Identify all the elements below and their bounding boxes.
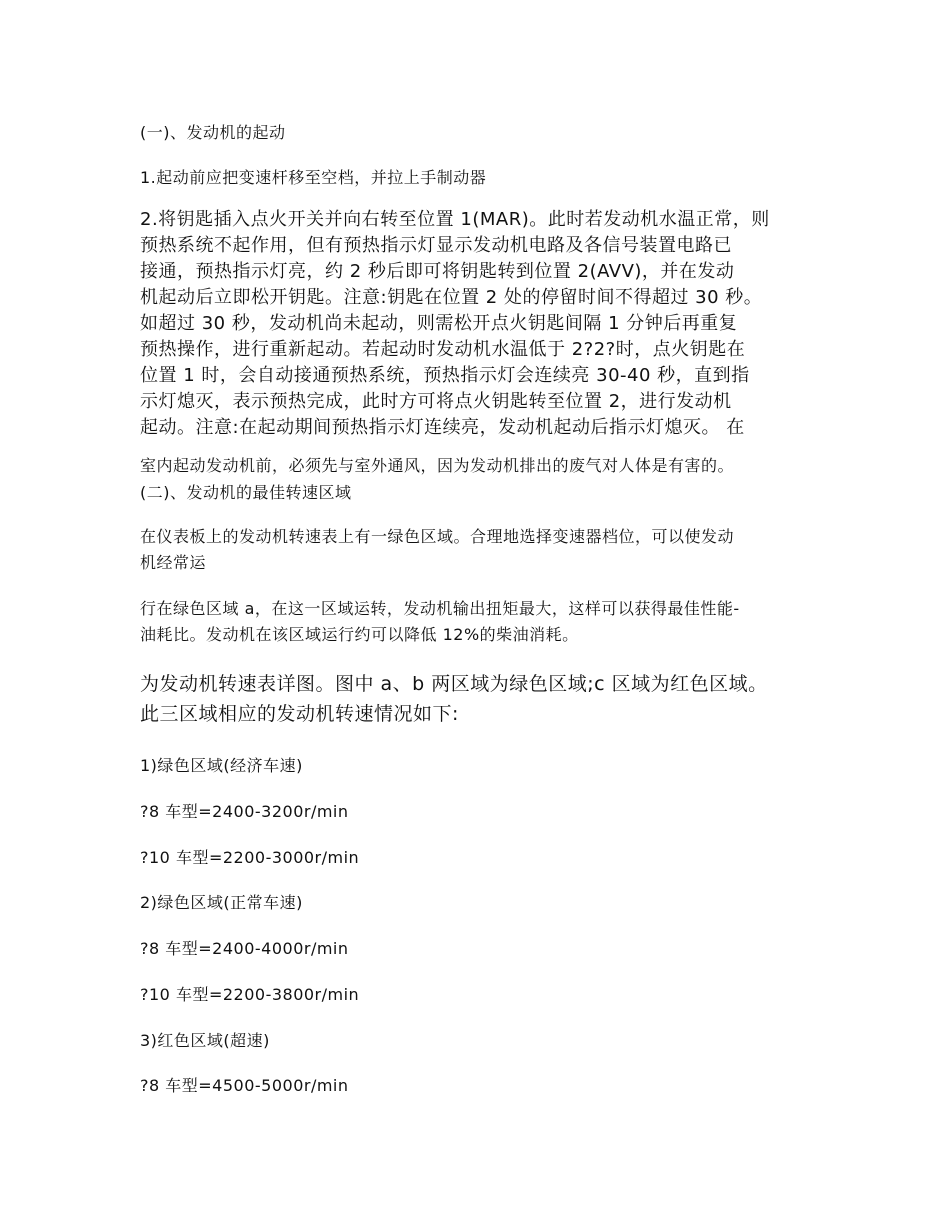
list-item: ?8 车型=2400-3200r/min	[140, 802, 349, 821]
step-1-text: 1.起动前应把变速杆移至空档，并拉上手制动器	[140, 168, 487, 187]
section-heading-2: (二)、发动机的最佳转速区域	[140, 483, 352, 502]
para-2-tail: 室内起动发动机前，必须先与室外通风，因为发动机排出的废气对人体是有害的。	[140, 456, 735, 475]
para-2-line-5: 如超过 30 秒，发动机尚未起动，则需松开点火钥匙间隔 1 分钟后再重复	[140, 313, 738, 334]
para-2-line-8: 示灯熄灭，表示预热完成，此时方可将点火钥匙转至位置 2，进行发动机	[140, 391, 732, 412]
para-2-line-7: 位置 1 时，会自动接通预热系统，预热指示灯会连续亮 30-40 秒，直到指	[140, 365, 750, 386]
list-item: 3)红色区域(超速)	[140, 1031, 270, 1050]
para-4-line-1: 行在绿色区域 a，在这一区域运转，发动机输出扭矩最大，这样可以获得最佳性能-	[140, 599, 740, 618]
para-5-line-1: 为发动机转速表详图。图中 a、b 两区域为绿色区域;c 区域为红色区域。	[140, 673, 768, 695]
para-2-line-3: 接通，预热指示灯亮，约 2 秒后即可将钥匙转到位置 2(AVV)，并在发动	[140, 261, 735, 282]
list-item: ?8 车型=4500-5000r/min	[140, 1076, 349, 1095]
list-item: ?8 车型=2400-4000r/min	[140, 939, 349, 958]
para-4-line-2: 油耗比。发动机在该区域运行约可以降低 12%的柴油消耗。	[140, 625, 579, 644]
section-heading-1: (一)、发动机的起动	[140, 123, 286, 142]
list-item: ?10 车型=2200-3000r/min	[140, 848, 360, 867]
para-3-line-2: 机经常运	[140, 553, 207, 572]
list-item: ?10 车型=2200-3800r/min	[140, 985, 360, 1004]
list-item: 2)绿色区域(正常车速)	[140, 893, 303, 912]
para-2-line-2: 预热系统不起作用，但有预热指示灯显示发动机电路及各信号装置电路已	[140, 235, 732, 256]
para-3-line-1: 在仪表板上的发动机转速表上有一绿色区域。合理地选择变速器档位，可以使发动	[140, 527, 735, 546]
list-item: 1)绿色区域(经济车速)	[140, 756, 303, 775]
para-2-line-9: 起动。注意:在起动期间预热指示灯连续亮，发动机起动后指示灯熄灭。 在	[140, 417, 745, 438]
para-2-line-4: 机起动后立即松开钥匙。注意:钥匙在位置 2 处的停留时间不得超过 30 秒。	[140, 287, 763, 308]
para-2-line-6: 预热操作，进行重新起动。若起动时发动机水温低于 2?2?时，点火钥匙在	[140, 339, 746, 360]
para-2-line-1: 2.将钥匙插入点火开关并向右转至位置 1(MAR)。此时若发动机水温正常，则	[140, 209, 770, 230]
para-5-line-2: 此三区域相应的发动机转速情况如下:	[140, 703, 459, 725]
